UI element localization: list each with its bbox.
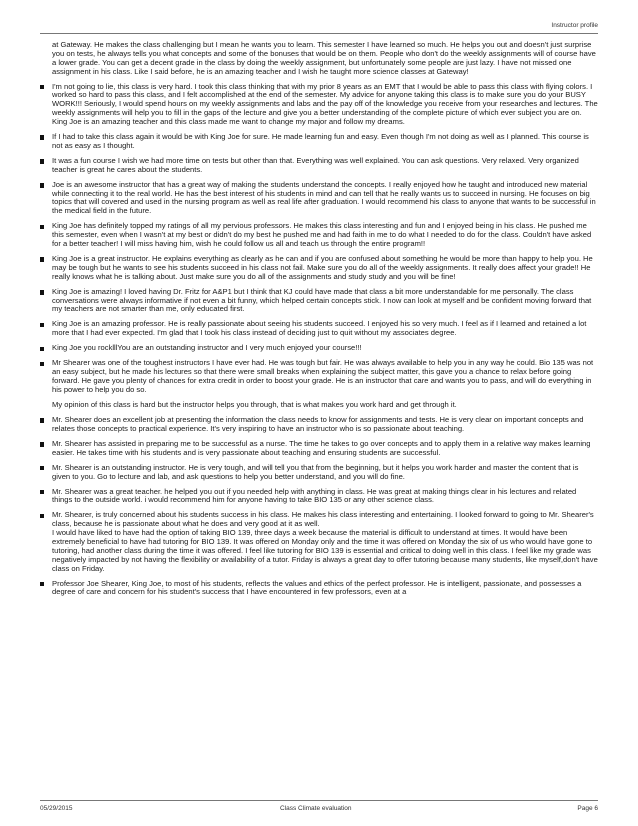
comment-text: King Joe is amazing! I loved having Dr. Fritz for A&P1 but I think that KJ could have made that class a bit more understandable for me personally. The class conversations were always informative if not even a bit funny, which helped certain concepts stick. I now can look at myself and be confident moving forward that my teachers are not smarter than me, only educated first. (52, 286, 592, 314)
comment-text: My opinion of this class is hard but the instructor helps you through, that is what makes you work hard and get through it. (52, 399, 457, 409)
bullet-square-icon (40, 582, 44, 586)
comment-entry (40, 133, 598, 151)
bullet-square-icon (40, 442, 44, 446)
footer-divider (40, 800, 598, 801)
comment-text: Mr. Shearer was a great teacher. he helped you out if you needed help with anything in class. He was great at making things clear in his lectures and related things to the outside world. i would recommend him for anyone having to take BIO 135 or any other science class. (52, 486, 577, 505)
comment-entry (40, 440, 598, 458)
footer-title: Class Climate evaluation (280, 805, 352, 812)
comment-text: King Joe is an amazing professor. He is really passionate about seeing his students succeed. I enjoyed his so very much. I feel as if I learned and retained a lot more that I had ever expected. I'm glad that I took his class instead of deciding just to quit without my associates degree. (52, 319, 587, 338)
footer-page-number: Page 6 (577, 805, 598, 812)
bullet-square-icon (40, 362, 44, 366)
comment-entry (40, 464, 598, 482)
bullet-square-icon (40, 135, 44, 139)
comment-entry (40, 181, 598, 216)
bullet-square-icon (40, 159, 44, 163)
comment-entry (40, 320, 598, 338)
bullet-square-icon (40, 225, 44, 229)
comment-text: King Joe you rocklllYou are an outstanding instructor and I very much enjoyed your course!!! (52, 343, 362, 353)
comment-entry (40, 157, 598, 175)
comment-entry (40, 416, 598, 434)
bullet-square-icon (40, 418, 44, 422)
comment-text: Joe is an awesome instructor that has a great way of making the students understand the concepts. I really enjoyed how he taught and introduced new material while connecting it to the real world. He has the best interest of his students in mind and can tell that he really wants us to succeed in nursing. He focuses on big topics that will covered and used in the nursing program as well as real life after graduation. I would recommend his class to anyone that wants to be successful in the medical field in the future. (52, 179, 596, 216)
bullet-square-icon (40, 257, 44, 261)
comment-text: If I had to take this class again it would be with King Joe for sure. He made learning fun and easy. Even though I'm not doing as well as I planned. This course is not as easy as I thought. (52, 131, 589, 150)
bullet-square-icon (40, 514, 44, 518)
comment-entry (40, 222, 598, 249)
comment-text: at Gateway. He makes the class challenging but I mean he wants you to learn. This semester I have learned so much. He helps you out and doesn't just surprise you on tests, he always tells you what concepts and some of the bonuses that would be on them. People who don't do the weekly assignments will of course have a lower grade. You can get a decent grade in the class by doing the weekly assignment, but unfortunately some people are just lazy. I have not missed one assignment in his class. Like I said before, he is an amazing teacher and I wish he taught more science classes at Gateway! (52, 40, 596, 76)
comment-entry (40, 359, 598, 394)
bullet-square-icon (40, 323, 44, 327)
bullet-square-icon (40, 466, 44, 470)
comment-text: Professor Joe Shearer, King Joe, to most of his students, reflects the values and ethics of the perfect professor. He is intelligent, passionate, and possesses a degree of care and concern for his student's success that I have encountered in few professors, even at a (52, 578, 582, 597)
comment-entry (40, 41, 598, 76)
comment-entry (40, 401, 598, 410)
bullet-square-icon (40, 490, 44, 494)
comment-entry (40, 255, 598, 282)
footer-date: 05/29/2015 (40, 805, 73, 812)
comment-text: Mr. Shearer does an excellent job at presenting the information the class needs to know for assignments and tests. He is very clear on important concepts and relates those concepts to practical experience. It's very inspiring to have an instructor who is so passionate about teaching. (52, 414, 584, 433)
comment-text: I'm not going to lie, this class is very hard. I took this class thinking that with my prior 8 years as an EMT that I would be able to pass this class with flying colors. I worked so hard to pass this class, and I felt accomplished at the end of the semester. My advice for anyone taking this class is to make sure you do your BUSY WORK!!! Seriously, I would spend hours on my weekly assignments and labs and the pay off of the knowledge you receive from your researches and lectures. The weekly assignments will help you to fill in the gaps of the lecture and give you a better understanding of the complete picture of which ever subject you are on. King Joe is an amazing teacher and this class made me want to change my major and follow my dreams. (52, 81, 598, 126)
comment-entry (40, 511, 598, 573)
comment-text: Mr. Shearer is an outstanding instructor. He is very tough, and will tell you that from the beginning, but it helps you work harder and master the content that is given to you. Go to lecture and lab, and ask questions to help you better understand, and you will do fine. (52, 462, 579, 481)
comment-entry (40, 83, 598, 127)
bullet-square-icon (40, 85, 44, 89)
comment-text: It was a fun course I wish we had more time on tests but other than that. Everything was well explained. You can ask questions. Very relaxed. Very organized teacher is great he cares about the students. (52, 155, 579, 174)
comment-text: Mr. Shearer, is truly concerned about his students success in his class. He makes his class interesting and entertaining. I looked forward to going to Mr. Shearer's class, because he is passionate about what he does and very good at it as well. I would have liked to have had the option of taking BIO 139, three days a week because the material is difficult to understand at times. It would have been extremely beneficial to have had tutoring for BIO 139. It was offered on Monday only and the time it was offered on Monday the six of us who would have gone to tutoring, had another class during the time it was offered. I feel like tutoring for BIO 139 is essential and critical to doing well in this class. I feel like my grade was negatively impacted by not having the flexibility or availability of a tutor. Friday is always a great day to offer tutoring because many students, like myself,don't have class on Friday. (52, 510, 598, 573)
comment-entry (40, 288, 598, 315)
comments-list (40, 41, 598, 603)
comment-entry (40, 488, 598, 506)
page-header-title: Instructor profile (551, 22, 598, 29)
comment-text: Mr. Shearer has assisted in preparing me to be successful as a nurse. The time he takes to go over concepts and to apply them in a relative way makes learning easier. He takes time with his students and is very passionate about teaching and ensuring students are successful. (52, 438, 591, 457)
comment-text: King Joe is a great instructor. He explains everything as clearly as he can and if you are confused about something he would be more than happy to help you. He may be tough but he wants to see his students succeed in his class not fail. Make sure you do all of the weekly assignments. It really does affect your grade!! He really knows what he is talking about. Just make sure you do all of the assignments and study study and you will be fine! (52, 254, 593, 281)
bullet-square-icon (40, 290, 44, 294)
bullet-square-icon (40, 183, 44, 187)
comment-text: Mr Shearer was one of the toughest instructors I have ever had. He was tough but fair. He was always available to help you in any way he could. Bio 135 was not an easy subject, but he made his lectures so that there were small breaks when explaining the subject matter, this gave you a chance to relax before going forward. He gave you plenty of chances for extra credit in order to boost your grade. He is an instructor that care and wants you to pass, and will do everything in his power to help you do so. (52, 358, 594, 394)
bullet-square-icon (40, 347, 44, 351)
comment-text: King Joe has definitely topped my ratings of all my pervious professors. He makes this class interesting and fun and I enjoyed being in his class. He pushed me this semester, even when I wasn't at my best or didn't do my best he pushed me and had faith in me to do what I needed to do for the class. Couldn't have asked for a better teacher! I will miss having him, wish he could follow us all and teach us through the entire program!! (52, 221, 592, 248)
header-divider (40, 33, 598, 34)
comment-entry (40, 580, 598, 598)
comment-entry (40, 344, 598, 353)
